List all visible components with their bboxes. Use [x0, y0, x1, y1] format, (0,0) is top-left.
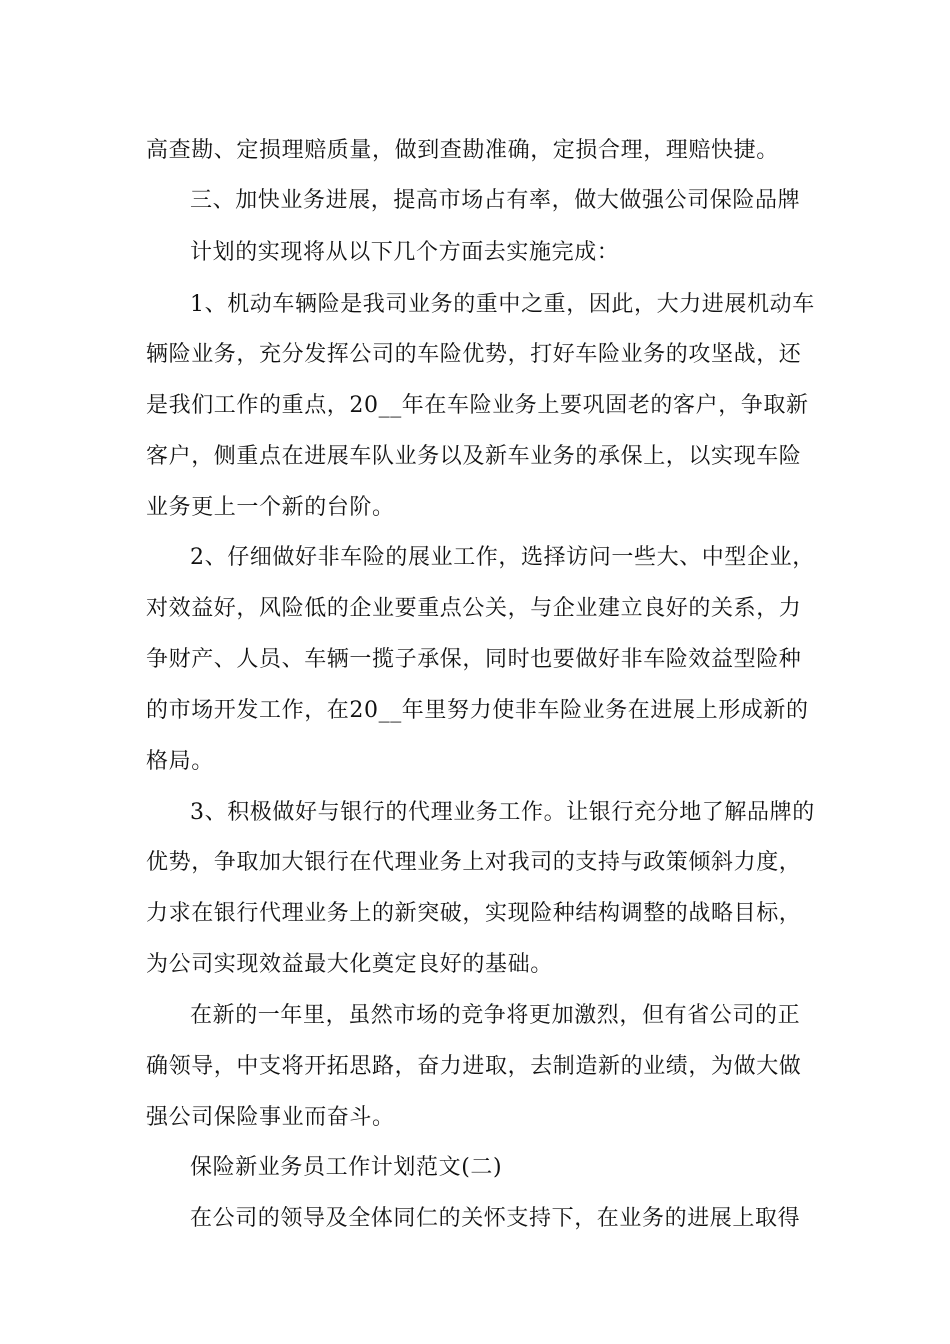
paragraph-start: 在新的一年里，虽然市场的竞争将更加激烈，但有省公司的正	[190, 1003, 801, 1028]
text-line: 争财产、人员、车辆一揽子承保，同时也要做好非车险效益型险种	[146, 647, 802, 672]
paragraph-start: 2、仔细做好非车险的展业工作，选择访问一些大、中型企业，	[190, 545, 815, 570]
text-line: 格局。	[146, 749, 214, 774]
text-line: 确领导，中支将开拓思路，奋力进取，去制造新的业绩，为做大做	[146, 1054, 802, 1079]
text-line: 计划的实现将从以下几个方面去实施完成：	[190, 240, 620, 265]
section-heading: 保险新业务员工作计划范文(二)	[190, 1155, 503, 1180]
paragraph-start: 1、机动车辆险是我司业务的重中之重，因此，大力进展机动车	[190, 292, 815, 317]
text-line: 的市场开发工作，在20__年里努力使非车险业务在进展上形成新的	[146, 698, 809, 723]
text-line: 客户，侧重点在进展车队业务以及新车业务的承保上，以实现车险	[146, 444, 802, 469]
text-line: 业务更上一个新的台阶。	[146, 495, 395, 520]
section-heading: 三、加快业务进展，提高市场占有率，做大做强公司保险品牌	[190, 188, 801, 213]
text-line: 辆险业务，充分发挥公司的车险优势，打好车险业务的攻坚战，还	[146, 342, 802, 367]
paragraph-start: 3、积极做好与银行的代理业务工作。让银行充分地了解品牌的	[190, 800, 815, 825]
paragraph-start: 在公司的领导及全体同仁的关怀支持下，在业务的进展上取得	[190, 1206, 801, 1231]
text-line: 高查勘、定损理赔质量，做到查勘准确，定损合理，理赔快捷。	[146, 138, 779, 163]
text-line: 为公司实现效益最大化奠定良好的基础。	[146, 952, 553, 977]
text-line: 强公司保险事业而奋斗。	[146, 1105, 395, 1130]
text-line: 是我们工作的重点，20__年在车险业务上要巩固老的客户，争取新	[146, 393, 809, 418]
text-line: 优势，争取加大银行在代理业务上对我司的支持与政策倾斜力度，	[146, 850, 802, 875]
text-line: 对效益好，风险低的企业要重点公关，与企业建立良好的关系，力	[146, 596, 802, 621]
text-line: 力求在银行代理业务上的新突破，实现险种结构调整的战略目标，	[146, 901, 802, 926]
